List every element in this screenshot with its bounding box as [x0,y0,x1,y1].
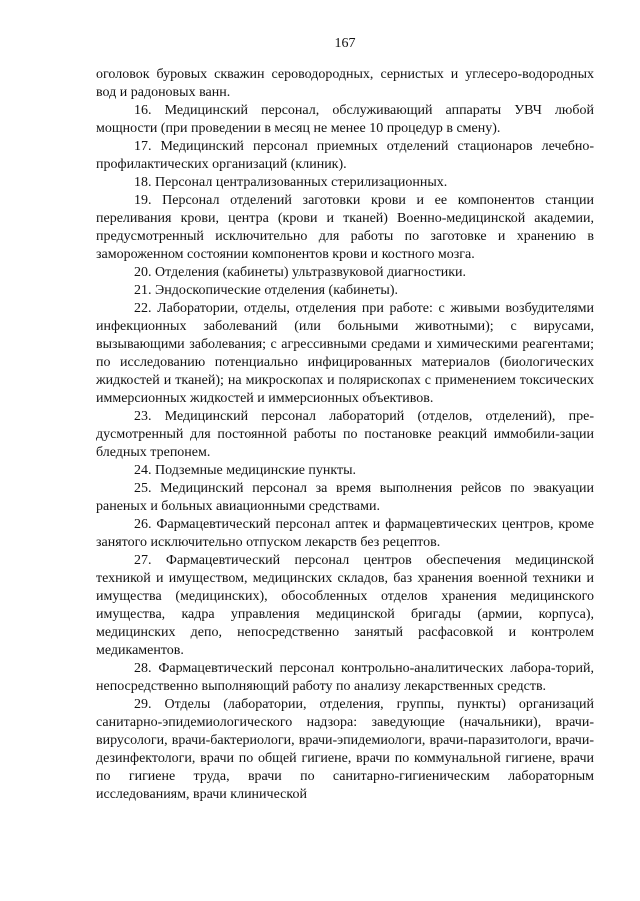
paragraph-item-22: 22. Лаборатории, отделы, отделения при работе: с живыми возбудителями инфекционных заболеваний (или больными животными); с вирусами, вызывающими заболевания; с агрессивными средами и химическими реагентами; по исследованию потенциально инфицированных материалов (биологических жидкостей и тканей); на микроскопах и полярископах с применением токсических иммерсионных жидкостей и иммерсионных объективов. [96,301,594,406]
paragraph-item-28: 28. Фармацевтический персонал контрольно-аналитических лабора-торий, непосредственно выполняющий работу по анализу лекарственных средств. [96,661,594,694]
paragraph-item-24: 24. Подземные медицинские пункты. [134,463,357,478]
paragraph-item-25: 25. Медицинский персонал за время выполнения рейсов по эвакуации раненых и больных авиационными средствами. [96,481,594,514]
paragraph-item-17: 17. Медицинский персонал приемных отделений стационаров лечебно-профилактических организаций (клиник). [96,139,594,172]
paragraph-item-21: 21. Эндоскопические отделения (кабинеты). [134,283,399,298]
paragraph-item-27: 27. Фармацевтический персонал центров обеспечения медицинской техникой и имуществом, медицинских складов, баз хранения военной техники и имущества (медицинских), обособленных отделов хранения медицинского имущества, кадра управления медицинской бригады (армии, корпуса), медицинских депо, непосредственно занятый расфасовкой и контролем медикаментов. [96,553,594,658]
paragraph-item-18: 18. Персонал централизованных стерилизационных. [134,175,448,190]
paragraph-item-16: 16. Медицинский персонал, обслуживающий аппараты УВЧ любой мощности (при проведении в месяц не менее 10 процедур в смену). [96,103,594,136]
paragraph-item-19: 19. Персонал отделений заготовки крови и ее компонентов станции переливания крови, центра (крови и тканей) Военно-медицинской академии, предусмотренный исключительно для работы по заготовке и хранению в замороженном состоянии компонентов крови и костного мозга. [96,193,594,262]
paragraph-item-26: 26. Фармацевтический персонал аптек и фармацевтических центров, кроме занятого исключительно отпуском лекарств без рецептов. [96,517,594,550]
paragraph-item-29: 29. Отделы (лаборатории, отделения, группы, пункты) организаций санитарно-эпидемиологического надзора: заведующие (начальники), врачи-вирусологи, врачи-бактериологи, врачи-эпидемиологи, врачи-паразитологи, врачи-дезинфектологи, врачи по общей гигиене, врачи по коммунальной гигиене, врачи по гигиене труда, врачи по санитарно-гигиеническим лабораторным исследованиям, врачи клинической [96,697,594,802]
paragraph-item-23: 23. Медицинский персонал лабораторий (отделов, отделений), пре-дусмотренный для постоянной работы по постановке реакций иммобили-зации бледных трепонем. [96,409,594,460]
page-number: 167 [334,36,356,51]
document-body [96,66,594,804]
paragraph-continuation: оголовок буровых скважин сероводородных, сернистых и углесеро-водородных вод и радоновых ванн. [96,67,594,100]
paragraph-item-20: 20. Отделения (кабинеты) ультразвуковой диагностики. [134,265,466,280]
